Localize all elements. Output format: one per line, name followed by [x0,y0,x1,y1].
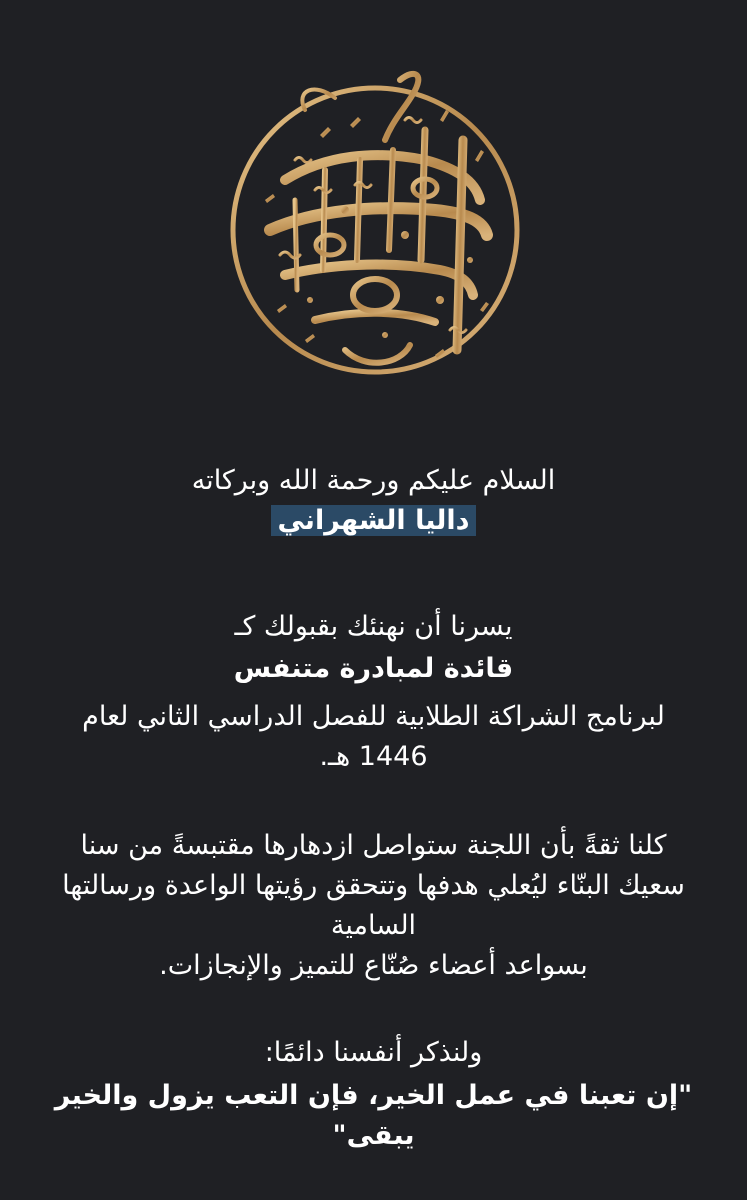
reminder-text: ولنذكر أنفسنا دائمًا: [264,1037,483,1068]
greeting-text: السلام عليكم ورحمة الله وبركاته [191,465,556,496]
logo-graphic [225,60,525,390]
encouragement-paragraph [0,826,747,986]
paragraph-line: كلنا ثقةً بأن اللجنة ستواصل ازدهارها مقتبسةً من سنا [80,830,667,861]
paragraph-line: السامية [330,910,417,941]
message-body [0,462,747,1156]
quote-line: يبقى" [332,1120,415,1151]
quote-block [0,1076,747,1156]
program-line-1: لبرنامج الشراكة الطلابية للفصل الدراسي الثاني لعام [82,701,665,732]
program-line-2: 1446 هـ. [319,741,428,772]
role-title: قائدة لمبادرة متنفس [233,653,514,684]
paragraph-line: بسواعد أعضاء صُنّاع للتميز والإنجازات. [159,950,588,981]
quote-line: "إن تعبنا في عمل الخير، فإن التعب يزول والخير [54,1080,693,1111]
calligraphy-seal-logo [225,60,525,390]
recipient-name-line [0,502,747,540]
paragraph-line: سعيك البنّاء ليُعلي هدفها وتتحقق رؤيتها الواعدة ورسالتها [62,870,685,901]
recipient-name[interactable]: داليا الشهراني [271,505,475,536]
congrats-text: يسرنا أن نهنئك بقبولك كـ [234,611,513,642]
